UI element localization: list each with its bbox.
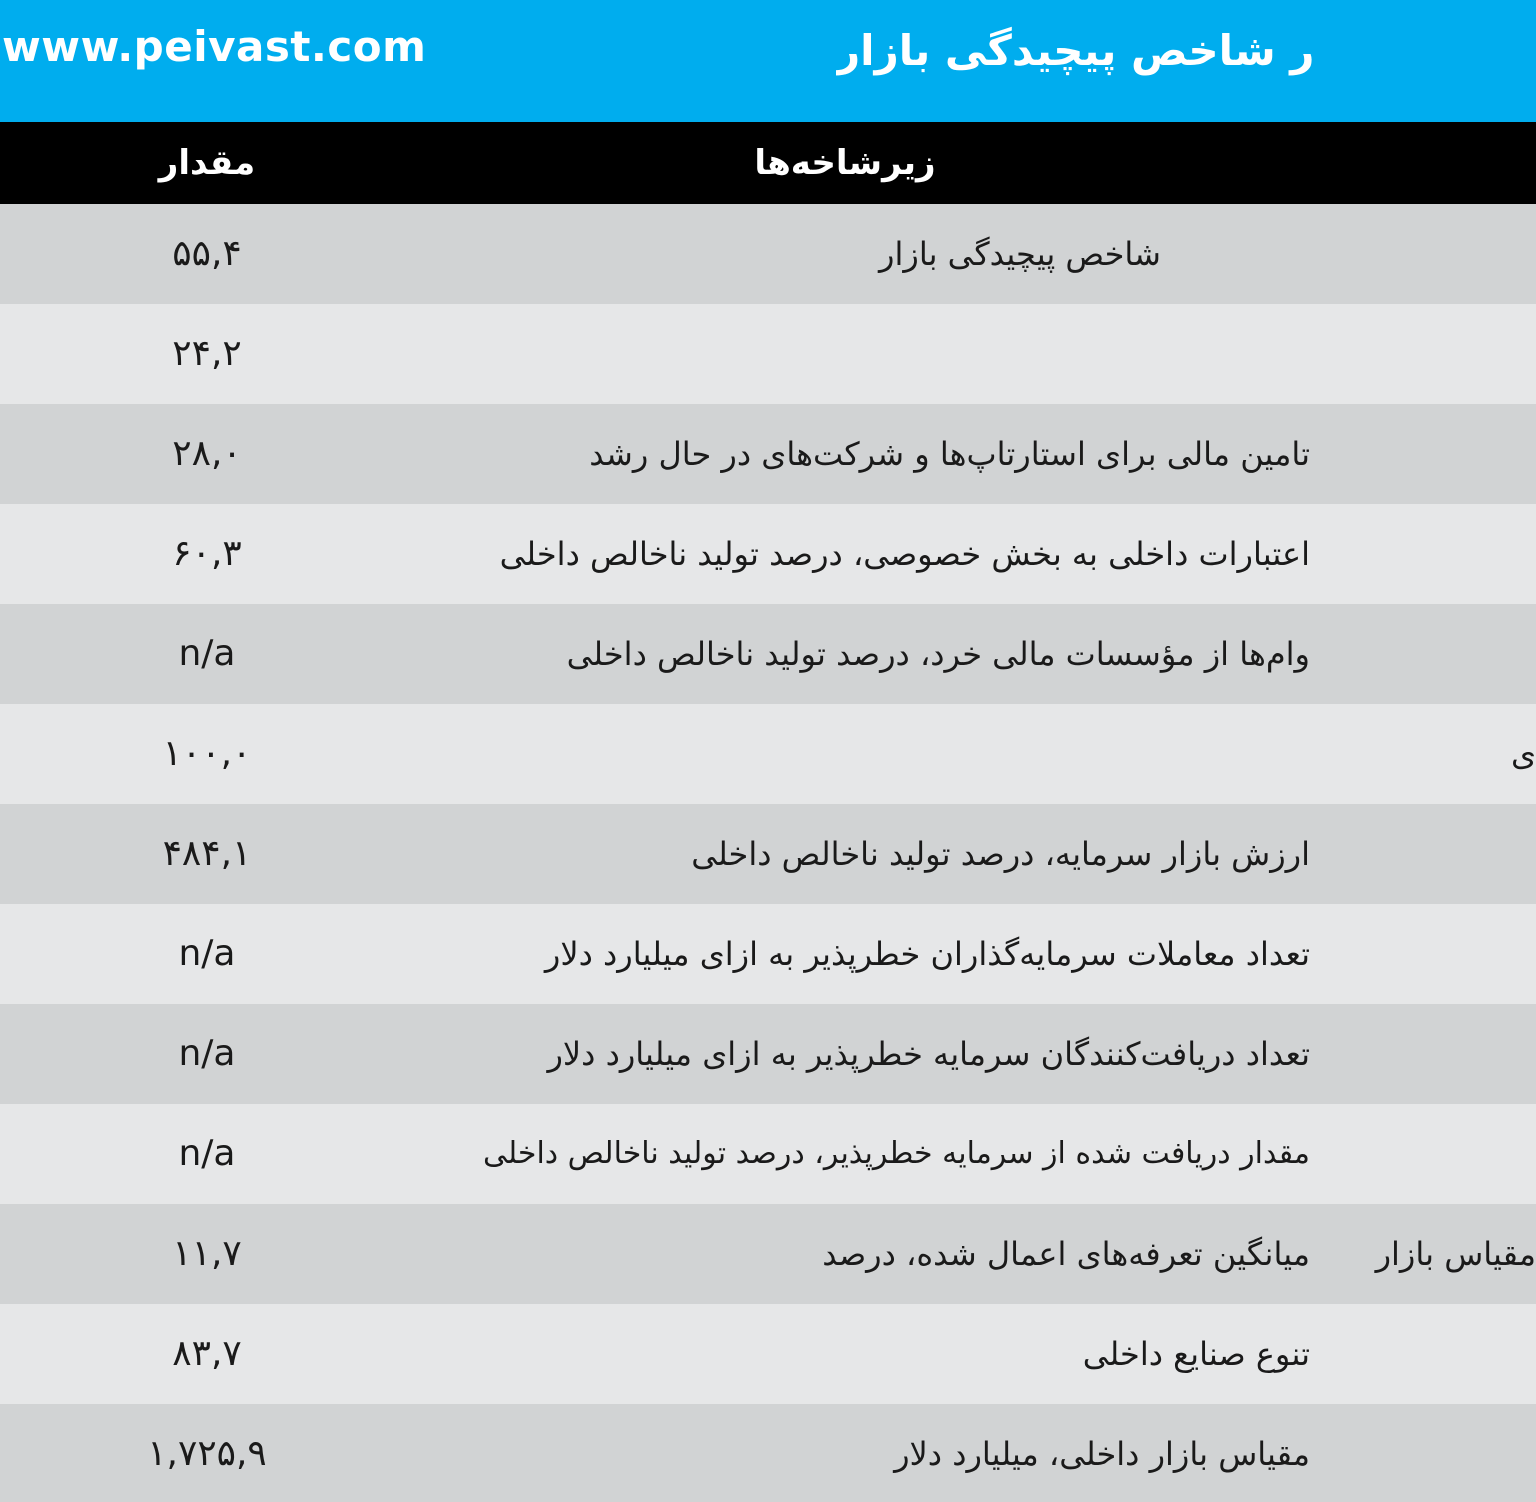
table-row — [0, 704, 1536, 804]
table-row — [0, 904, 1536, 1004]
row-subcategory-text: تامین مالی برای استارتاپ‌ها و شرکت‌های در حال رشد — [589, 435, 1310, 473]
row-category — [1340, 504, 1536, 604]
row-category — [1340, 904, 1536, 1004]
row-value: ۲۸,۰ — [172, 433, 242, 474]
row-subcategory — [330, 304, 1310, 404]
row-subcategory — [330, 604, 1310, 704]
banner — [0, 0, 1536, 122]
site-url: www.peivast.com — [2, 22, 427, 71]
row-value: n/a — [178, 933, 236, 974]
row-category: ی — [1510, 735, 1536, 773]
row-category — [1340, 204, 1536, 304]
row-value: ۱۰۰,۰ — [162, 733, 252, 774]
table-row — [0, 1304, 1536, 1404]
row-subcategory-text: اعتبارات داخلی به بخش خصوصی، درصد تولید ناخالص داخلی — [499, 535, 1310, 573]
row-category: مقیاس بازار — [1375, 1235, 1536, 1273]
row-value: ۵۵,۴ — [172, 233, 242, 274]
row-subcategory — [760, 204, 1280, 304]
row-value: n/a — [178, 633, 236, 674]
row-value: ۲۴,۲ — [172, 333, 242, 374]
row-subcategory-text: میانگین تعرفه‌های اعمال شده، درصد — [822, 1235, 1310, 1273]
row-subcategory-text: تعداد معاملات سرمایه‌گذاران خطرپذیر به ازای میلیارد دلار — [544, 935, 1310, 973]
row-subcategory-text: وام‌ها از مؤسسات مالی خرد، درصد تولید ناخالص داخلی — [566, 635, 1310, 673]
row-category — [1340, 1304, 1536, 1404]
row-subcategory-text: مقدار دریافت شده از سرمایه خطرپذیر، درصد تولید ناخالص داخلی — [482, 1136, 1310, 1171]
row-subcategory — [330, 1304, 1310, 1404]
table-row — [0, 1204, 1536, 1304]
table-row — [0, 1004, 1536, 1104]
row-subcategory-text: مقیاس بازار داخلی، میلیارد دلار — [894, 1435, 1310, 1473]
table-row — [0, 604, 1536, 704]
table-row — [0, 804, 1536, 904]
row-value: n/a — [178, 1033, 236, 1074]
row-subcategory — [400, 1104, 1310, 1204]
row-category — [1340, 304, 1536, 404]
table-row — [0, 504, 1536, 604]
header-value: مقدار — [158, 143, 256, 183]
row-subcategory — [330, 904, 1310, 1004]
row-subcategory — [330, 504, 1310, 604]
row-subcategory — [330, 404, 1310, 504]
row-category — [1340, 1104, 1536, 1204]
row-subcategory — [330, 1404, 1310, 1502]
banner-title: ر شاخص پیچیدگی بازار — [836, 26, 1315, 75]
row-category — [1340, 604, 1536, 704]
row-subcategory-text: شاخص پیچیدگی بازار — [879, 235, 1161, 273]
table-row — [0, 1404, 1536, 1502]
row-category — [1340, 1404, 1536, 1502]
row-category — [1340, 804, 1536, 904]
row-subcategory — [330, 1204, 1310, 1304]
row-subcategory-text: ارزش بازار سرمایه، درصد تولید ناخالص داخلی — [691, 835, 1310, 873]
row-subcategory-text: تنوع صنایع داخلی — [1082, 1335, 1310, 1373]
row-value: n/a — [178, 1133, 236, 1174]
row-subcategory-text: تعداد دریافت‌کنندگان سرمایه خطرپذیر به ازای میلیارد دلار — [547, 1035, 1310, 1073]
row-value: ۱,۷۲۵,۹ — [147, 1433, 267, 1474]
row-value: ۸۳,۷ — [172, 1333, 242, 1374]
row-subcategory — [330, 1004, 1310, 1104]
table-row — [0, 304, 1536, 404]
table-row — [0, 1104, 1536, 1204]
row-category — [1340, 1004, 1536, 1104]
row-value: ۱۱,۷ — [172, 1233, 242, 1274]
row-subcategory — [330, 804, 1310, 904]
table-header — [0, 122, 1536, 204]
header-subcategory: زیرشاخه‌ها — [754, 143, 936, 183]
row-subcategory — [330, 704, 1310, 804]
row-category — [1340, 404, 1536, 504]
table-row — [0, 204, 1536, 304]
row-value: ۴۸۴,۱ — [162, 833, 252, 874]
row-value: ۶۰,۳ — [172, 533, 242, 574]
table-row — [0, 404, 1536, 504]
